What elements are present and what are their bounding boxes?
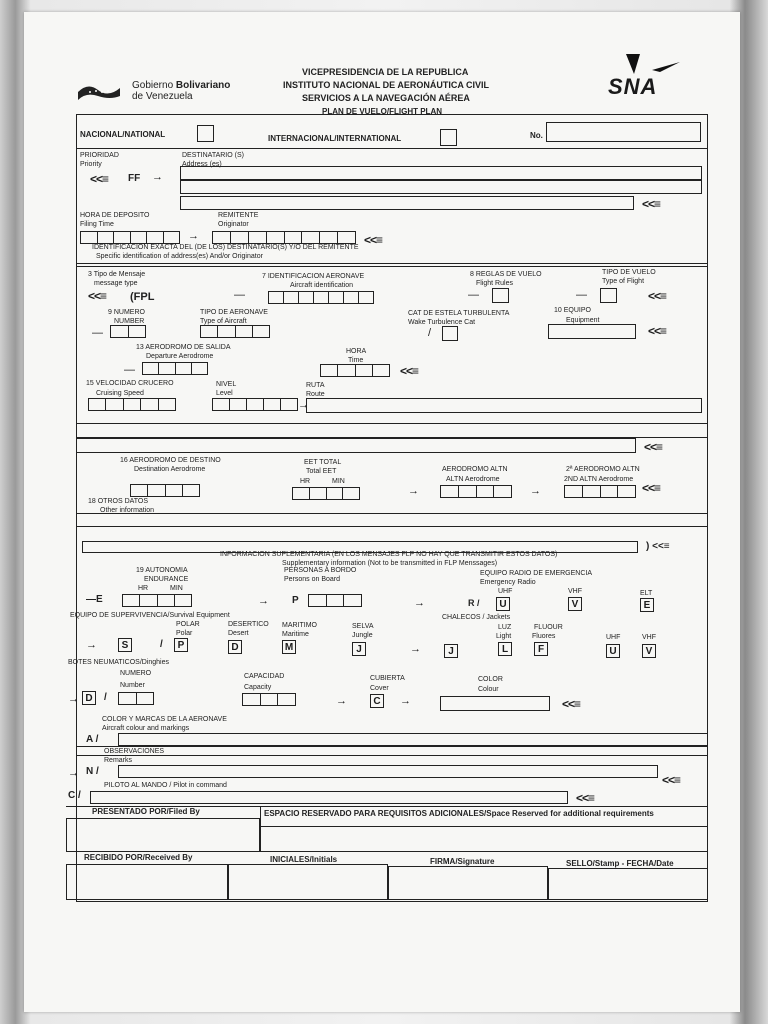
f18-label-es: 18 OTROS DATOS	[88, 498, 149, 505]
endurance-field[interactable]	[122, 594, 192, 607]
f3-label-en: message type	[94, 280, 138, 287]
destination-field[interactable]	[130, 484, 200, 497]
jackets-label: CHALECOS / Jackets	[442, 614, 511, 621]
wake-label-es: CAT DE ESTELA TURBULENTA	[408, 310, 510, 317]
divider	[76, 148, 708, 149]
addressee-label-en: Address (es)	[182, 161, 222, 168]
time-label-en: Time	[348, 357, 364, 364]
org-line3: SERVICIOS A LA NAVEGACIÓN AÉREA	[302, 93, 470, 103]
arrow-icon: →	[68, 693, 79, 705]
f9-number-label-es: 9 NUMERO	[108, 309, 145, 316]
endurance-label-es: 19 AUTONOMIA	[136, 567, 188, 574]
jungle-label-en: Jungle	[352, 632, 373, 639]
f3-label-es: 3 Tipo de Mensaje	[88, 271, 146, 278]
number-field[interactable]	[546, 122, 701, 142]
p-label: P	[292, 595, 299, 606]
arrow-icon: →	[298, 399, 309, 411]
fluor-label-es: FLUOUR	[534, 624, 563, 631]
marks-label-es: COLOR Y MARCAS DE LA AERONAVE	[102, 716, 227, 723]
chevron-icon: <<≡	[644, 440, 663, 454]
polar-box[interactable]: P	[174, 638, 188, 652]
supp-title-en: Supplementary information (Not to be transmitted in FLP Menssages)	[282, 560, 498, 567]
level-label-es: NIVEL	[216, 381, 237, 388]
received-by-label: RECIBIDO POR/Received By	[84, 853, 193, 862]
vhf-box[interactable]: V	[568, 597, 582, 611]
space-reserved-field[interactable]	[260, 826, 708, 852]
signature-field[interactable]	[388, 866, 548, 900]
remarks-field[interactable]	[118, 765, 658, 778]
altn-label-es: AERODROMO ALTN	[442, 466, 508, 473]
dash-icon: —	[234, 289, 245, 301]
chevron-icon: <<≡	[648, 289, 667, 303]
arrow-icon: →	[414, 597, 425, 609]
light-label-es: LUZ	[498, 624, 512, 631]
gov-line2: de Venezuela	[132, 91, 193, 102]
f9-type-label-es: TIPO DE AERONAVE	[200, 309, 268, 316]
aircraft-type-field[interactable]	[200, 325, 270, 338]
jackets-box[interactable]: J	[444, 644, 458, 658]
slash-label: /	[104, 692, 107, 703]
chevron-icon: <<≡	[400, 364, 419, 378]
desert-label-es: DESERTICO	[228, 621, 269, 628]
national-checkbox[interactable]	[197, 125, 214, 142]
route-field-1[interactable]	[306, 398, 702, 413]
endurance-min-label: MIN	[170, 585, 183, 592]
endurance-label-en: ENDURANCE	[144, 576, 189, 583]
wake-field[interactable]	[442, 326, 458, 341]
equipment-field[interactable]	[548, 324, 636, 339]
altn2-label-en: 2ND ALTN Aerodrome	[564, 476, 634, 483]
marks-label-en: Aircraft colour and markings	[102, 725, 190, 732]
maritime-label-en: Maritime	[282, 631, 309, 638]
altn2-aerodrome-field[interactable]	[564, 485, 636, 498]
dest-label-es: 16 AERODROMO DE DESTINO	[120, 457, 221, 464]
filing-time-field[interactable]	[80, 231, 180, 244]
priority-label-es: PRIORIDAD	[80, 152, 119, 159]
dinghies-label: BOTES NEUMATICOS/Dinghies	[68, 659, 170, 666]
altn-label-en: ALTN Aerodrome	[446, 476, 500, 483]
remarks-label-es: OBSERVACIONES	[104, 748, 165, 755]
r-label: R /	[468, 598, 480, 608]
desert-box[interactable]: D	[228, 640, 242, 654]
arrow-icon: →	[86, 639, 97, 651]
arrow-icon: →	[400, 695, 411, 707]
received-by-field[interactable]	[66, 864, 228, 900]
slash-label: /	[160, 639, 163, 650]
maritime-box[interactable]: M	[282, 640, 296, 654]
aircraft-id-field[interactable]	[268, 291, 374, 304]
f9-type-label-en: Type of Aircraft	[200, 318, 247, 325]
elt-box[interactable]: E	[640, 598, 654, 612]
capacity-field[interactable]	[242, 693, 296, 706]
f7-label-es: 7 IDENTIFICACION AERONAVE	[262, 273, 365, 280]
other-info-field-1[interactable]	[76, 513, 708, 527]
total-eet-field[interactable]	[292, 487, 360, 500]
dash-icon: —	[124, 364, 135, 376]
cover-box[interactable]: C	[370, 694, 384, 708]
initials-label: INICIALES/Initials	[270, 855, 338, 864]
persons-label-en: Persons on Board	[284, 576, 341, 583]
chevron-icon: <<≡	[88, 289, 107, 303]
route-field-2[interactable]	[76, 423, 708, 438]
f10-label-es: 10 EQUIPO	[554, 307, 591, 314]
departure-time-field[interactable]	[320, 364, 390, 377]
chevron-icon: <<≡	[576, 791, 595, 805]
signature-label: FIRMA/Signature	[430, 857, 495, 866]
capacity-label-en: Capacity	[244, 684, 272, 691]
close-paren-chevron: ) <<≡	[646, 541, 670, 552]
maritime-label-es: MARITIMO	[282, 622, 317, 629]
flight-rules-label-en: Flight Rules	[476, 280, 513, 287]
arrow-icon: →	[188, 230, 199, 242]
aircraft-marks-field-2[interactable]	[76, 746, 708, 756]
radio-label-es: EQUIPO RADIO DE EMERGENCIA	[480, 570, 593, 577]
number-label: No.	[530, 131, 543, 140]
pilot-label: PILOTO AL MANDO / Pilot in command	[104, 782, 227, 789]
jacket-vhf-label: VHF	[642, 634, 656, 641]
flight-type-field[interactable]	[600, 288, 617, 303]
eet-label-es: EET TOTAL	[304, 459, 342, 466]
fluor-box[interactable]: F	[534, 642, 548, 656]
colour-label-es: COLOR	[478, 676, 503, 683]
elt-label: ELT	[640, 590, 653, 597]
uhf-label: UHF	[498, 588, 513, 595]
filing-label-es: HORA DE DEPOSITO	[80, 212, 150, 219]
jungle-box[interactable]: J	[352, 642, 366, 656]
international-label: INTERNACIONAL/INTERNATIONAL	[268, 134, 402, 143]
departure-aerodrome-field[interactable]	[142, 362, 208, 375]
dash-icon: —	[468, 289, 479, 301]
capacity-label-es: CAPACIDAD	[244, 673, 285, 680]
survival-label: EQUIPO DE SUPERVIVENCIA/Survival Equipment	[70, 612, 230, 619]
n-label: N /	[86, 766, 99, 777]
number-aircraft-field[interactable]	[110, 325, 146, 338]
persons-label-es: PERSONAS A BORDO	[284, 567, 357, 574]
jacket-uhf-label: UHF	[606, 634, 621, 641]
dinghy-number-label-es: NUMERO	[120, 670, 152, 677]
f9-number-label-en: NUMBER	[114, 318, 145, 325]
a-label: A /	[86, 734, 99, 745]
eet-min-label: MIN	[332, 478, 345, 485]
dinghy-number-label-en: Number	[120, 682, 145, 689]
eet-hr-label: HR	[300, 478, 311, 485]
uhf-box[interactable]: U	[496, 597, 510, 611]
eet-label-en: Total EET	[306, 468, 337, 475]
survival-s-box[interactable]: S	[118, 638, 132, 652]
colour-field[interactable]	[440, 696, 550, 711]
dash-icon: —	[92, 327, 103, 339]
polar-label-en: Polar	[176, 630, 193, 637]
chevron-icon: <<≡	[642, 197, 661, 211]
f18-label-en: Other information	[100, 507, 155, 514]
address-field-1[interactable]	[180, 166, 702, 180]
flight-rules-label-es: 8 REGLAS DE VUELO	[470, 271, 542, 278]
speed-label-en: Cruising Speed	[96, 390, 144, 397]
originator-label-es: REMITENTE	[218, 212, 259, 219]
endurance-hr-label: HR	[138, 585, 149, 592]
national-label: NACIONAL/NATIONAL	[80, 130, 166, 139]
jungle-label-es: SELVA	[352, 623, 374, 630]
speed-label-es: 15 VELOCIDAD CRUCERO	[86, 380, 174, 387]
slash-label: /	[428, 327, 432, 339]
arrow-icon: →	[408, 485, 419, 497]
dinghy-number-field[interactable]	[118, 692, 154, 705]
venezuela-flag-logo	[76, 82, 122, 102]
originator-field[interactable]	[212, 231, 356, 244]
stamp-date-field[interactable]	[548, 868, 708, 900]
route-field-3[interactable]	[76, 438, 636, 453]
arrow-icon: →	[68, 767, 79, 779]
aircraft-marks-field-1[interactable]	[118, 733, 708, 746]
specific-label-es: IDENTIFICACION EXACTA DEL (DE LOS) DESTINATARIO(S) Y/O DEL REMITENTE	[92, 244, 359, 251]
f7-label-en: Aircraft identification	[290, 282, 354, 289]
sna-logo: SNA	[600, 52, 684, 102]
time-label-es: HORA	[346, 348, 367, 355]
cover-label-en: Cover	[370, 685, 389, 692]
dest-label-en: Destination Aerodrome	[134, 466, 206, 473]
stamp-date-label: SELLO/Stamp - FECHA/Date	[566, 859, 674, 868]
supp-title-es: INFORMACION SUPLEMENTARIA (EN LOS MENSAJES FLP NO HAY QUE TRANSMITIR ESTOS DATOS)	[220, 551, 558, 558]
arrow-icon: →	[258, 595, 269, 607]
divider	[76, 266, 708, 267]
flight-type-label-es: TIPO DE VUELO	[602, 269, 656, 276]
remarks-label-en: Remarks	[104, 757, 133, 764]
route-label-en: Route	[306, 391, 325, 398]
priority-label-en: Priority	[80, 161, 102, 168]
arrow-icon: →	[530, 485, 541, 497]
address-field-2[interactable]	[180, 180, 702, 194]
level-field[interactable]	[212, 398, 298, 411]
f10-label-en: Equipment	[566, 317, 600, 324]
e-label: —E	[86, 594, 103, 605]
jacket-vhf-box[interactable]: V	[642, 644, 656, 658]
divider	[76, 263, 708, 264]
filing-label-en: Filing Time	[80, 221, 114, 228]
chevron-icon: <<≡	[642, 481, 661, 495]
arrow-icon: →	[336, 695, 347, 707]
fluor-label-en: Fluores	[532, 633, 556, 640]
org-line2: INSTITUTO NACIONAL DE AERONÁUTICA CIVIL	[283, 80, 490, 90]
arrow-icon: →	[152, 171, 163, 183]
filed-by-label: PRESENTADO POR/Filed By	[92, 807, 200, 816]
c-label: C /	[68, 790, 81, 801]
chevron-icon: <<≡	[364, 233, 383, 247]
fpl-label: (FPL	[130, 291, 155, 303]
persons-field[interactable]	[308, 594, 362, 607]
address-field-3[interactable]	[180, 196, 634, 210]
dash-icon: —	[576, 289, 587, 301]
international-checkbox[interactable]	[440, 129, 457, 146]
chevron-icon: <<≡	[648, 324, 667, 338]
specific-label-en: Specific identification of address(es) And/or Originator	[96, 253, 263, 260]
arrow-icon: →	[410, 643, 421, 655]
desert-label-en: Desert	[228, 630, 249, 637]
altn2-label-es: 2ª AERODROMO ALTN	[566, 466, 640, 473]
gov-line1: Gobierno Bolivariano	[132, 80, 231, 91]
chevron-icon: <<≡	[562, 697, 581, 711]
jacket-uhf-box[interactable]: U	[606, 644, 620, 658]
ff-label: FF	[128, 173, 141, 184]
cruising-speed-field[interactable]	[88, 398, 176, 411]
radio-label-en: Emergency Radio	[480, 579, 536, 586]
flight-type-label-en: Type of Flight	[602, 278, 645, 285]
flight-rules-field[interactable]	[492, 288, 509, 303]
form-title: PLAN DE VUELO/FLIGHT PLAN	[322, 107, 442, 116]
light-box[interactable]: L	[498, 642, 512, 656]
wake-label-en: Wake Turbulence Cat	[408, 319, 476, 326]
filed-by-field[interactable]	[66, 818, 260, 852]
org-line1: VICEPRESIDENCIA DE LA REPUBLICA	[302, 67, 469, 77]
dinghy-d-box[interactable]: D	[82, 691, 96, 705]
route-label-es: RUTA	[306, 382, 325, 389]
vhf-label: VHF	[568, 588, 582, 595]
f13-label-es: 13 AERODROMO DE SALIDA	[136, 344, 231, 351]
chevron-icon: <<≡	[662, 773, 681, 787]
chevron-icon: <<≡	[90, 172, 109, 186]
initials-field[interactable]	[228, 864, 388, 900]
space-reserved-label: ESPACIO RESERVADO PARA REQUISITOS ADICIONALES/Space Reserved for additional requirements	[264, 809, 654, 818]
colour-label-en: Colour	[478, 686, 499, 693]
originator-label-en: Originator	[218, 221, 249, 228]
f13-label-en: Departure Aerodrome	[146, 353, 214, 360]
altn-aerodrome-field[interactable]	[440, 485, 512, 498]
light-label-en: Light	[496, 633, 512, 640]
cover-label-es: CUBIERTA	[370, 675, 405, 682]
polar-label-es: POLAR	[176, 621, 200, 628]
addressee-label-es: DESTINATARIO (S)	[182, 152, 244, 159]
pilot-field[interactable]	[90, 791, 568, 804]
level-label-en: Level	[216, 390, 233, 397]
